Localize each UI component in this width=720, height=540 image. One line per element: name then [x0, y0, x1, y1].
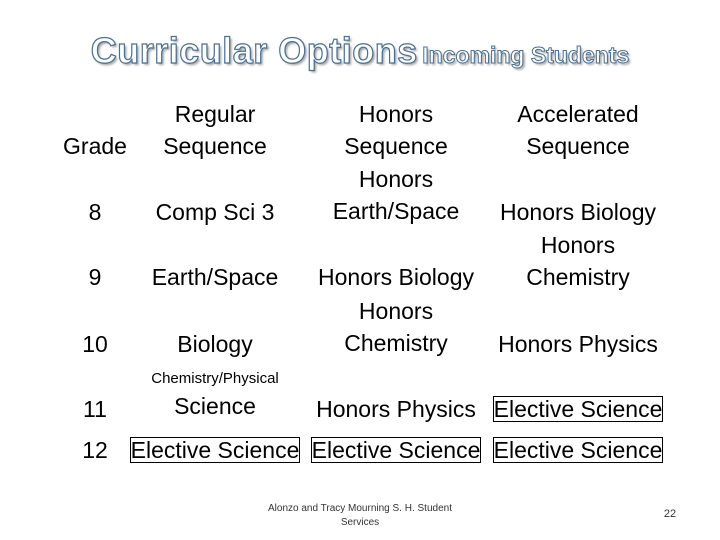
row12-honors	[304, 434, 488, 466]
row9-grade: 9	[88, 264, 102, 290]
title-main: Curricular Options	[90, 30, 418, 71]
row8-grade: 8	[88, 199, 102, 225]
page-number: 22	[663, 508, 677, 520]
row11-grade: 11	[83, 396, 107, 422]
row8-accelerated: Honors Biology	[500, 199, 656, 225]
row10-honors	[304, 295, 488, 359]
row12-regular-text: Elective Science	[130, 437, 300, 463]
header-regular-line1: Regular	[174, 101, 256, 127]
row12-accelerated	[488, 434, 668, 466]
header-regular	[128, 98, 302, 162]
row8-honors	[304, 163, 488, 227]
row10-honors-line1: Honors	[358, 298, 434, 324]
page-title	[0, 30, 720, 72]
row11-regular-line2: Science	[174, 393, 256, 419]
header-honors-line1: Honors	[358, 101, 434, 127]
row8-regular: Comp Sci 3	[155, 199, 275, 225]
row11-honors: Honors Physics	[316, 396, 476, 422]
row10-regular: Biology	[177, 331, 253, 357]
row12-accelerated-text: Elective Science	[493, 437, 663, 463]
row11-accelerated-text: Elective Science	[493, 396, 663, 422]
header-accelerated-line2: Sequence	[526, 133, 630, 159]
row9-regular: Earth/Space	[151, 264, 279, 290]
header-regular-line2: Sequence	[163, 133, 267, 159]
row8-honors-line1: Honors	[358, 166, 434, 192]
row11-accelerated	[488, 393, 668, 425]
row9-honors: Honors Biology	[318, 264, 474, 290]
row9-accelerated	[488, 229, 668, 293]
row10-honors-line2: Chemistry	[344, 330, 448, 356]
row12-honors-text: Elective Science	[311, 437, 481, 463]
row11-regular	[128, 368, 302, 422]
header-accelerated-line1: Accelerated	[517, 101, 639, 127]
header-grade: Grade	[63, 133, 127, 159]
row9-accelerated-line2: Chemistry	[526, 264, 630, 290]
row12-regular	[128, 434, 302, 466]
header-honors	[304, 98, 488, 162]
row10-grade: 10	[82, 331, 108, 357]
header-honors-line2: Sequence	[344, 133, 448, 159]
row12-grade: 12	[82, 437, 108, 463]
footer-text: Alonzo and Tracy Mourning S. H. Student Services	[268, 503, 452, 528]
row11-regular-line1: Chemistry/Physical	[151, 370, 279, 387]
title-sub: Incoming Students	[422, 42, 630, 68]
row9-accelerated-line1: Honors	[540, 232, 616, 258]
row8-honors-line2: Earth/Space	[332, 198, 460, 224]
row10-accelerated: Honors Physics	[498, 331, 658, 357]
header-accelerated	[488, 98, 668, 162]
